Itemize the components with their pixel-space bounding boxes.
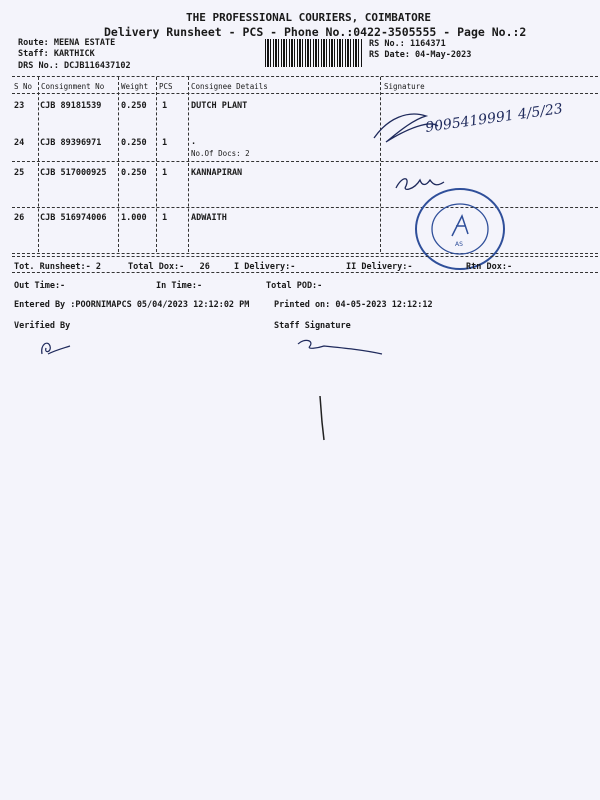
weight: 0.250 (121, 138, 147, 148)
table-row: 25 (14, 168, 25, 178)
ii-delivery: II Delivery:- (346, 262, 413, 272)
pcs: 1 (162, 213, 168, 223)
company-title: THE PROFESSIONAL COURIERS, COIMBATORE (186, 11, 432, 24)
col-header-sno: S No (14, 82, 33, 91)
svg-text:AS: AS (455, 241, 463, 248)
consignment-no: CJB 517000925 (40, 168, 107, 178)
pcs: 1 (162, 138, 168, 148)
drs-number: DRS No.: DCJB116437102 (18, 61, 131, 71)
out-time: Out Time:- (14, 281, 66, 291)
total-pod: Total POD:- (266, 281, 323, 291)
rtn-dox: Rtn Dox:- (466, 262, 513, 272)
route-label: Route: MEENA ESTATE (18, 38, 116, 48)
i-delivery: I Delivery:- (234, 262, 296, 272)
scan-mark (310, 392, 330, 444)
table-row: 26 (14, 213, 25, 223)
tot-runsheet: Tot. Runsheet:- 2 (14, 262, 101, 272)
col-header-weight: Weight (121, 82, 149, 91)
weight: 0.250 (121, 101, 147, 111)
runsheet-subtitle: Delivery Runsheet - PCS - Phone No.:0422-3505555 - Page No.:2 (104, 25, 527, 39)
consignment-no: CJB 89396971 (40, 138, 102, 148)
verified-by: Verified By (14, 321, 71, 331)
staff-signature-label: Staff Signature (274, 321, 351, 331)
docs-count: No.Of Docs: 2 (191, 149, 250, 158)
col-header-signature: Signature (384, 82, 425, 91)
pcs: 1 (162, 101, 168, 111)
entered-by: Entered By :POORNIMAPCS 05/04/2023 12:12:02 PM (14, 300, 250, 310)
company-stamp (412, 186, 508, 272)
table-row: 23 (14, 101, 25, 111)
consignee: ADWAITH (191, 213, 227, 223)
consignee: DUTCH PLANT (191, 101, 248, 111)
consignment-no: CJB 516974006 (40, 213, 107, 223)
staff-label: Staff: KARTHICK (18, 49, 95, 59)
pcs: 1 (162, 168, 168, 178)
consignment-no: CJB 89181539 (40, 101, 102, 111)
consignee: KANNAPIRAN (191, 168, 243, 178)
total-dox: Total Dox:- 26 (128, 262, 210, 272)
printed-on: Printed on: 04-05-2023 12:12:12 (274, 300, 433, 310)
rs-date: RS Date: 04-May-2023 (369, 50, 472, 60)
in-time: In Time:- (156, 281, 203, 291)
col-header-consignee: Consignee Details (191, 82, 268, 91)
weight: 0.250 (121, 168, 147, 178)
weight: 1.000 (121, 213, 147, 223)
handwritten-phone: 9095419991 4/5/23 (424, 100, 564, 136)
col-header-pcs: PCS (159, 82, 173, 91)
staff-signature (294, 334, 386, 356)
verified-signature (36, 336, 76, 360)
col-header-consignment: Consignment No (41, 82, 105, 91)
table-row: 24 (14, 138, 25, 148)
signature-row-23 (368, 98, 568, 158)
barcode (265, 39, 363, 67)
consignee: . (191, 137, 197, 147)
rs-number: RS No.: 1164371 (369, 39, 446, 49)
